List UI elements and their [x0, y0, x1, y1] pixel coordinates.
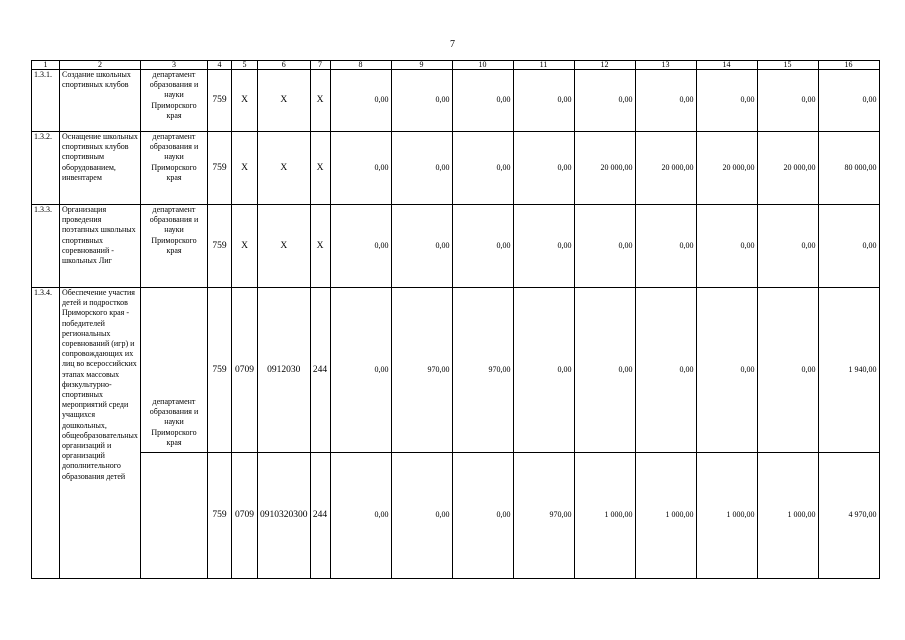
- header-cell: 7: [310, 61, 330, 70]
- value-cell: 1 940,00: [818, 288, 879, 453]
- cell-c5: Х: [232, 70, 258, 132]
- cell-c5: Х: [232, 132, 258, 205]
- value-cell: 970,00: [391, 288, 452, 453]
- value-cell: 0,00: [757, 70, 818, 132]
- value-cell: 0,00: [818, 70, 879, 132]
- cell-c5: 0709: [232, 288, 258, 453]
- header-cell: 14: [696, 61, 757, 70]
- cell-c6: Х: [258, 70, 311, 132]
- row-executor: департамент образования и науки Приморского края: [141, 70, 208, 132]
- header-cell: 11: [513, 61, 574, 70]
- cell-c4: 759: [208, 132, 232, 205]
- cell-c4: 759: [208, 453, 232, 579]
- cell-c6: 0910320300: [258, 453, 311, 579]
- header-cell: 6: [258, 61, 311, 70]
- cell-c6: Х: [258, 205, 311, 288]
- value-cell: 0,00: [330, 288, 391, 453]
- table-row: [32, 288, 880, 453]
- row-code: 1.3.4.: [32, 288, 60, 579]
- header-cell: 9: [391, 61, 452, 70]
- value-cell: 20 000,00: [757, 132, 818, 205]
- header-cell: 16: [818, 61, 879, 70]
- value-cell: 0,00: [696, 288, 757, 453]
- value-cell: 0,00: [452, 132, 513, 205]
- value-cell: 0,00: [574, 70, 635, 132]
- row-name: Обеспечение участия детей и подростков Приморского края - победителей региональных соревнований (игр) и сопровождающих их лиц во всероссийских этапах массовых физкультурно-спортивных мероприятий среди учащихся дошкольных, общеобразовательных организаций и организаций дополнительного образования детей: [60, 288, 141, 579]
- value-cell: 0,00: [452, 70, 513, 132]
- header-cell: 12: [574, 61, 635, 70]
- value-cell: 970,00: [513, 453, 574, 579]
- cell-c7: Х: [310, 70, 330, 132]
- value-cell: 0,00: [696, 70, 757, 132]
- value-cell: 0,00: [330, 205, 391, 288]
- value-cell: 20 000,00: [696, 132, 757, 205]
- header-cell: 2: [60, 61, 141, 70]
- row-executor: департамент образования и науки Приморского края: [141, 132, 208, 205]
- header-cell: 5: [232, 61, 258, 70]
- budget-table: [31, 60, 880, 579]
- value-cell: 0,00: [391, 205, 452, 288]
- value-cell: 0,00: [574, 205, 635, 288]
- value-cell: 1 000,00: [696, 453, 757, 579]
- value-cell: 4 970,00: [818, 453, 879, 579]
- value-cell: 0,00: [757, 288, 818, 453]
- cell-c7: Х: [310, 132, 330, 205]
- row-code: 1.3.1.: [32, 70, 60, 132]
- value-cell: 0,00: [513, 205, 574, 288]
- value-cell: 0,00: [330, 70, 391, 132]
- page-number: 7: [450, 39, 455, 50]
- table-row: [32, 205, 880, 288]
- row-code: 1.3.3.: [32, 205, 60, 288]
- value-cell: 0,00: [452, 453, 513, 579]
- header-row: [32, 61, 880, 70]
- table-row: [32, 132, 880, 205]
- cell-c5: 0709: [232, 453, 258, 579]
- cell-c4: 759: [208, 70, 232, 132]
- empty-cell: [141, 453, 208, 579]
- header-cell: 3: [141, 61, 208, 70]
- row-executor: департамент образования и науки Приморского края: [141, 205, 208, 288]
- header-cell: 8: [330, 61, 391, 70]
- cell-c4: 759: [208, 288, 232, 453]
- header-cell: 13: [635, 61, 696, 70]
- table-row: [32, 70, 880, 132]
- value-cell: 970,00: [452, 288, 513, 453]
- value-cell: 0,00: [452, 205, 513, 288]
- value-cell: 0,00: [391, 70, 452, 132]
- cell-c4: 759: [208, 205, 232, 288]
- value-cell: 0,00: [757, 205, 818, 288]
- cell-c7: 244: [310, 288, 330, 453]
- header-cell: 4: [208, 61, 232, 70]
- value-cell: 1 000,00: [635, 453, 696, 579]
- row-code: 1.3.2.: [32, 132, 60, 205]
- cell-c6: 0912030: [258, 288, 311, 453]
- value-cell: 0,00: [513, 288, 574, 453]
- value-cell: 0,00: [513, 70, 574, 132]
- row-name: Организация проведения поэтапных школьных спортивных соревнований - школьных Лиг: [60, 205, 141, 288]
- value-cell: 0,00: [391, 132, 452, 205]
- cell-c5: Х: [232, 205, 258, 288]
- row-executor: департамент образования и науки Приморского края: [141, 288, 208, 453]
- value-cell: 0,00: [391, 453, 452, 579]
- row-name: Оснащение школьных спортивных клубов спортивным оборудованием, инвентарем: [60, 132, 141, 205]
- table-row: [32, 453, 880, 579]
- value-cell: 0,00: [574, 288, 635, 453]
- cell-c7: 244: [310, 453, 330, 579]
- value-cell: 1 000,00: [757, 453, 818, 579]
- value-cell: 0,00: [635, 205, 696, 288]
- value-cell: 80 000,00: [818, 132, 879, 205]
- value-cell: 0,00: [635, 70, 696, 132]
- value-cell: 0,00: [818, 205, 879, 288]
- header-cell: 1: [32, 61, 60, 70]
- row-name: Создание школьных спортивных клубов: [60, 70, 141, 132]
- value-cell: 0,00: [330, 453, 391, 579]
- value-cell: 0,00: [696, 205, 757, 288]
- header-cell: 10: [452, 61, 513, 70]
- value-cell: 20 000,00: [574, 132, 635, 205]
- cell-c6: Х: [258, 132, 311, 205]
- value-cell: 0,00: [513, 132, 574, 205]
- cell-c7: Х: [310, 205, 330, 288]
- value-cell: 0,00: [635, 288, 696, 453]
- value-cell: 1 000,00: [574, 453, 635, 579]
- value-cell: 20 000,00: [635, 132, 696, 205]
- value-cell: 0,00: [330, 132, 391, 205]
- header-cell: 15: [757, 61, 818, 70]
